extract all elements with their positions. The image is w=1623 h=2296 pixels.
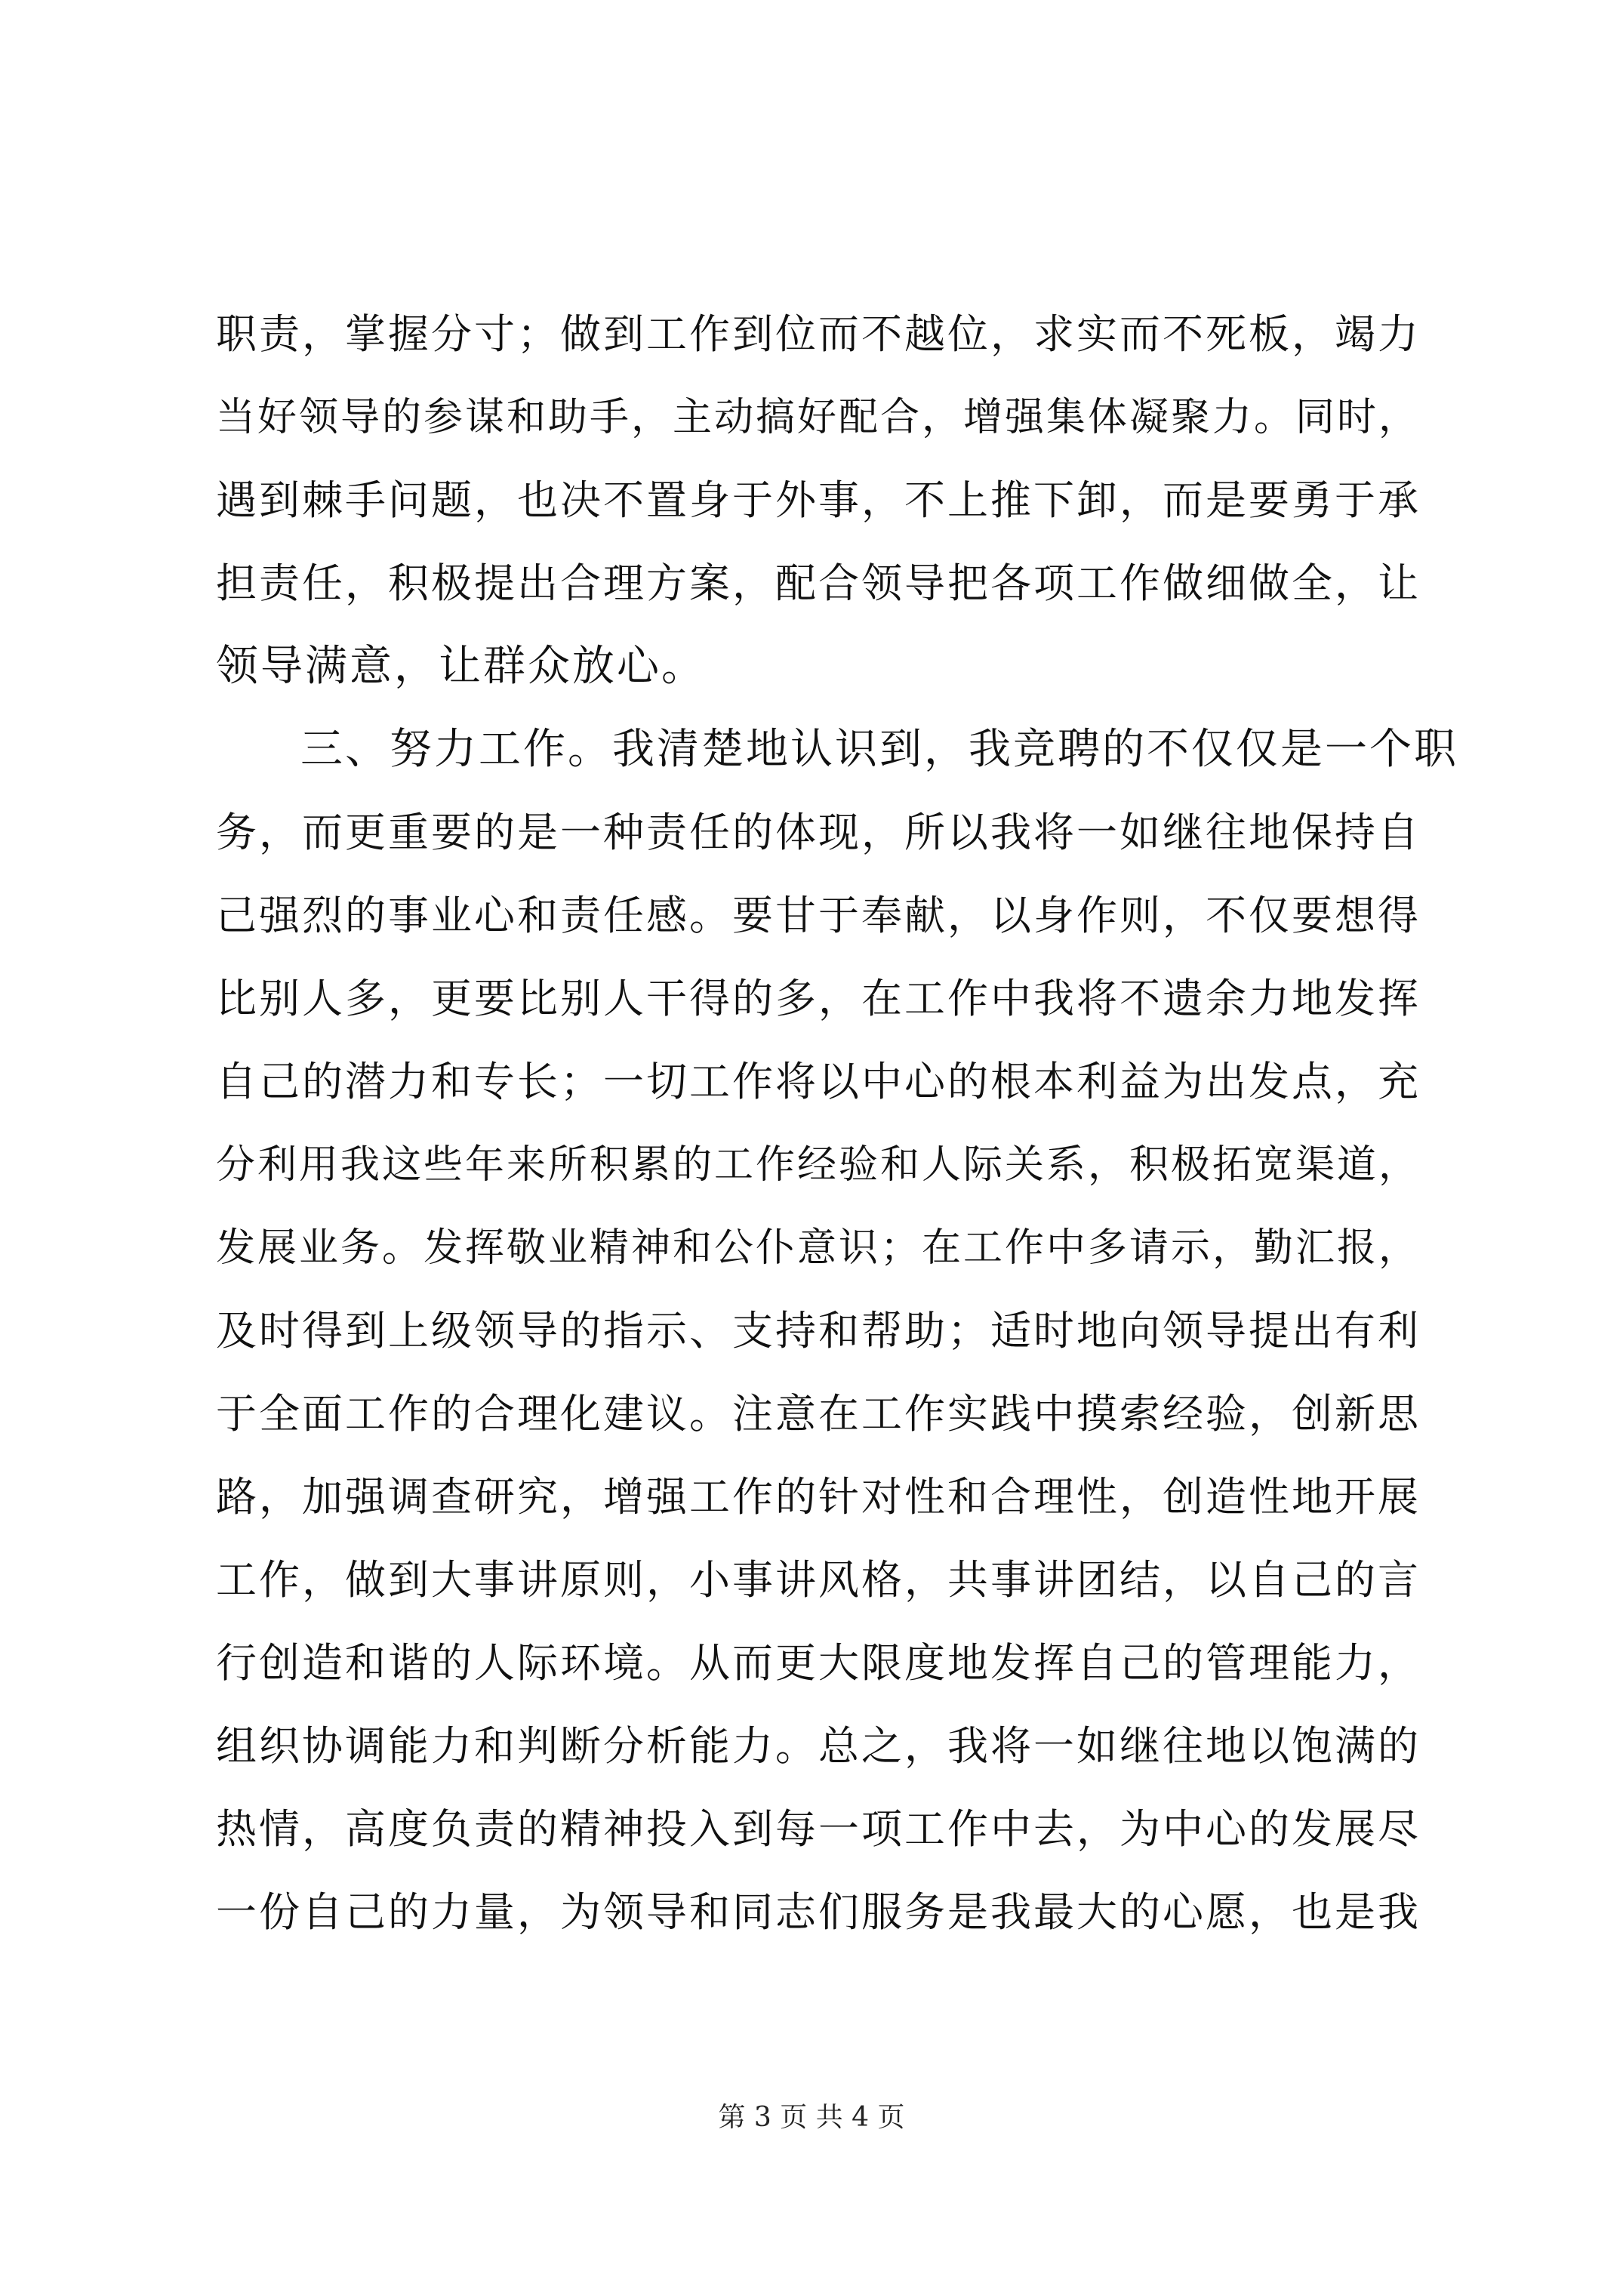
text-line: 领导满意，让群众放心。 (216, 642, 706, 691)
text-line: 工作，做到大事讲原则，小事讲风格，共事讲团结，以自己的言 (216, 1556, 1421, 1604)
paragraph-start-line: 三、努力工作。我清楚地认识到，我竞聘的不仅仅是一个职 (300, 725, 1458, 774)
text-line: 担责任，积极提出合理方案，配合领导把各项工作做细做全，让 (216, 559, 1421, 607)
text-line: 自己的潜力和专长；一切工作将以中心的根本利益为出发点，充 (216, 1058, 1421, 1105)
text-line: 及时得到上级领导的指示、支持和帮助；适时地向领导提出有利 (216, 1307, 1421, 1354)
text-line: 比别人多，更要比别人干得的多，在工作中我将不遗余力地发挥 (216, 975, 1421, 1022)
text-line: 行创造和谐的人际环境。从而更大限度地发挥自己的管理能力， (216, 1639, 1421, 1687)
text-line: 己强烈的事业心和责任感。要甘于奉献，以身作则，不仅要想得 (216, 892, 1421, 939)
page-footer: 第 3 页 共 4 页 (718, 2102, 905, 2133)
text-line: 职责，掌握分寸；做到工作到位而不越位，求实而不死板，竭力 (216, 310, 1421, 358)
text-line: 热情，高度负责的精神投入到每一项工作中去，为中心的发展尽 (216, 1805, 1421, 1853)
text-line: 当好领导的参谋和助手，主动搞好配合，增强集体凝聚力。同时， (216, 395, 1421, 440)
text-line: 路，加强调查研究，增强工作的针对性和合理性，创造性地开展 (216, 1473, 1421, 1521)
text-line: 分利用我这些年来所积累的工作经验和人际关系，积极拓宽渠道， (216, 1142, 1421, 1188)
text-line: 发展业务。发挥敬业精神和公仆意识；在工作中多请示，勤汇报， (216, 1225, 1421, 1271)
text-line: 于全面工作的合理化建议。注意在工作实践中摸索经验，创新思 (216, 1390, 1421, 1438)
text-line: 务，而更重要的是一种责任的体现，所以我将一如继往地保持自 (216, 809, 1421, 856)
text-line: 组织协调能力和判断分析能力。总之，我将一如继往地以饱满的 (216, 1722, 1421, 1770)
text-line: 一份自己的力量，为领导和同志们服务是我最大的心愿，也是我 (216, 1888, 1421, 1936)
text-line: 遇到棘手问题，也决不置身于外事，不上推下卸，而是要勇于承 (216, 476, 1421, 524)
